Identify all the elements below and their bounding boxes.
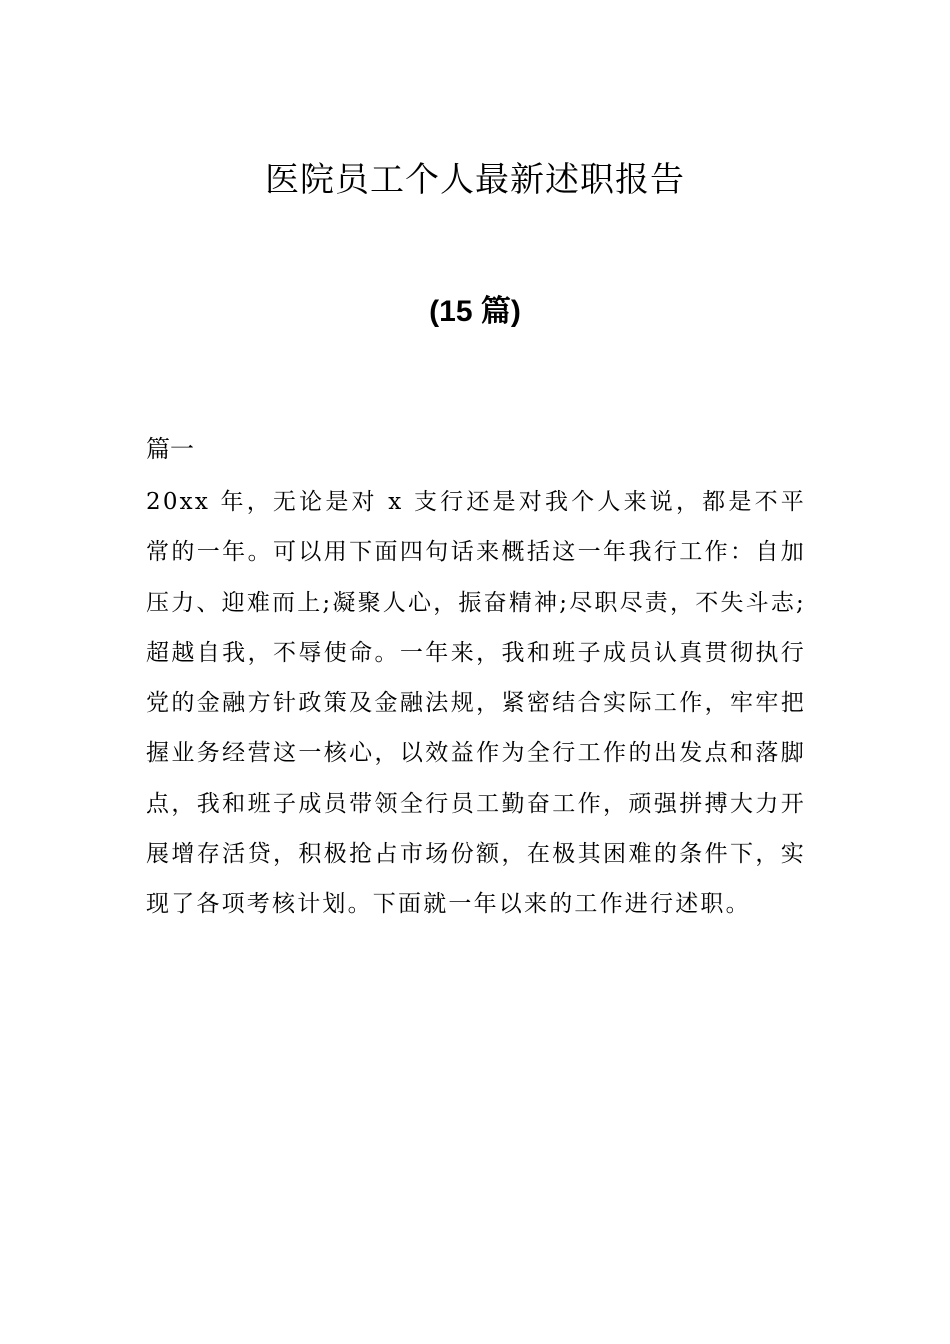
document-subtitle: (15 篇) [429, 295, 521, 328]
body-paragraph: 20xx 年，无论是对 x 支行还是对我个人来说，都是不平常的一年。可以用下面四句话来概括这一年我行工作：自加压力、迎难而上;凝聚人心，振奋精神;尽职尽责，不失斗志;超越自我，不辱使命。一年来，我和班子成员认真贯彻执行党的金融方针政策及金融法规，紧密结合实际工作，牢牢把握业务经营这一核心，以效益作为全行工作的出发点和落脚点，我和班子成员带领全行员工勤奋工作，顽强拼搏大力开展增存活贷，积极抢占市场份额，在极其困难的条件下，实现了各项考核计划。下面就一年以来的工作进行述职。 [146, 489, 806, 918]
section-label: 篇一 [146, 435, 194, 463]
document-title: 医院员工个人最新述职报告 [265, 160, 685, 200]
